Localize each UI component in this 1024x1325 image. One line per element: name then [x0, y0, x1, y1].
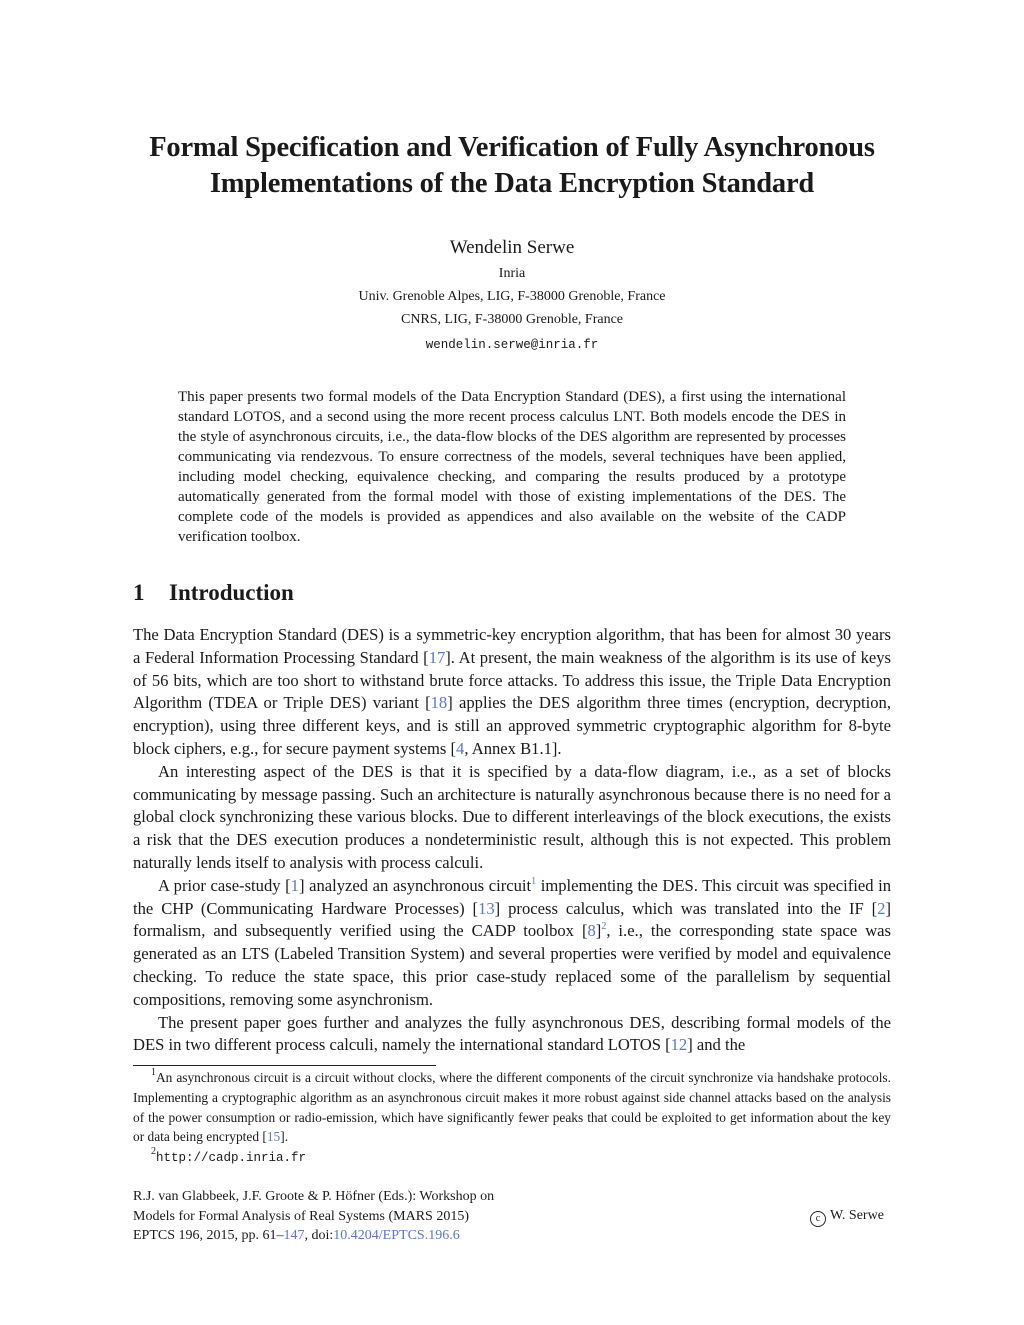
doi-link[interactable]: 10.4204/EPTCS.196.6	[333, 1228, 460, 1243]
title-line-1: Formal Specification and Verification of Fully Asynchronous	[149, 132, 875, 163]
citation-link[interactable]: 2	[877, 898, 886, 918]
footnotes	[133, 1068, 891, 1169]
copyright-notice	[810, 1206, 884, 1227]
publication-line-3: EPTCS 196, 2015, pp. 61–147, doi:10.4204/EPTCS.196.6	[133, 1228, 460, 1243]
publication-info	[133, 1187, 494, 1246]
copyright-icon: c	[810, 1211, 826, 1227]
citation-link[interactable]: 18	[430, 693, 448, 713]
footnote-2	[133, 1147, 891, 1169]
citation-link[interactable]: 1	[290, 875, 299, 895]
affiliation-cnrs: CNRS, LIG, F-38000 Grenoble, France	[400, 312, 624, 327]
citation-link[interactable]: 4	[456, 738, 465, 758]
citation-link[interactable]: 15	[266, 1129, 281, 1145]
author-email: wendelin.serwe@inria.fr	[425, 338, 599, 352]
copyright-holder: W. Serwe	[830, 1208, 884, 1223]
introduction-body	[133, 624, 891, 1057]
footnote-marker[interactable]: 1	[531, 875, 537, 887]
title-line-2: Implementations of the Data Encryption Standard	[209, 168, 815, 199]
citation-link[interactable]: 13	[478, 898, 495, 918]
footnote-1: $^1$An asynchronous circuit is a circuit without clocks, where the different components of the circuit synchronize via handshake protocols. Implementing a cryptographic algorithm as an asynchronous circuit makes it more robust against side channel attacks based on the analysis of the power consumption or radio-emission, which have significantly fewer peaks that could be exploited to get information about the key or data being encrypted [15].	[133, 1067, 891, 1145]
intro-paragraph-2: An interesting aspect of the DES is that it is specified by a data-flow diagram, i.e., as a set of blocks communicating by message passing. Such an architecture is naturally asynchronous because there is no need for a global clock synchronizing these various blocks. Due to different interleavings of the block executions, the exists a risk that the DES execution produces a nondeterministic result, although this is not expected. This problem naturally lends itself to analysis with process calculi.	[133, 761, 891, 872]
abstract: This paper presents two formal models of the Data Encryption Standard (DES), a first using the international standard LOTOS, and a second using the more recent process calculus LNT. Both models encode the DES in the style of asynchronous circuits, i.e., the data-flow blocks of the DES algorithm are represented by processes communicating via rendezvous. To ensure correctness of the models, several techniques have been applied, including model checking, equivalence checking, and comparing the results produced by a prototype automatically generated from the formal model with those of existing implementations of the DES. The complete code of the models is provided as appendices and also available on the website of the CADP verification toolbox.	[178, 389, 846, 545]
citation-link[interactable]: 17	[428, 647, 446, 667]
intro-paragraph-3: A prior case-study [1] analyzed an asynchronous circuit$^1$ implementing the DES. This circuit was specified in the CHP (Communicating Hardware Processes) [13] process calculus, which was translated into the IF [2] formalism, and subsequently verified using the CADP toolbox [8]$^2$, i.e., the corresponding state space was generated as an LTS (Labeled Transition System) and several properties were verified by model and equivalence checking. To reduce the state space, this prior case-study replaced some of the parallelism by sequential compositions, removing some asynchronism.	[133, 875, 891, 1009]
affiliation-grenoble: Univ. Grenoble Alpes, LIG, F-38000 Grenoble, France	[358, 289, 666, 304]
section-title: Introduction	[169, 580, 294, 605]
section-number: 1	[133, 580, 145, 605]
footnote-number: 1	[151, 1067, 156, 1078]
section-heading	[133, 578, 294, 608]
footnote-number: 2	[151, 1146, 156, 1158]
publication-line-2: Models for Formal Analysis of Real Systems (MARS 2015)	[133, 1208, 469, 1224]
intro-paragraph-1: The Data Encryption Standard (DES) is a symmetric-key encryption algorithm, that has been for almost 30 years a Federal Information Processing Standard [17]. At present, the main weakness of the algorithm is its use of keys of 56 bits, which are too short to withstand brute force attacks. To address this issue, the Triple Data Encryption Algorithm (TDEA or Triple DES) variant [18] applies the DES algorithm three times (encryption, decryption, encryption), using three different keys, and is still an approved symmetric cryptographic algorithm for 8-byte block ciphers, e.g., for secure payment systems [4, Annex B1.1].	[133, 625, 891, 758]
affiliation-inria: Inria	[498, 266, 526, 281]
author-name: Wendelin Serwe	[449, 237, 575, 258]
intro-paragraph-4: The present paper goes further and analyzes the fully asynchronous DES, describing formal models of the DES in two different process calculi, namely the international standard LOTOS [12] and the	[133, 1012, 891, 1055]
publication-line-1: R.J. van Glabbeek, J.F. Groote & P. Höfner (Eds.): Workshop on	[133, 1189, 495, 1204]
page-range-link[interactable]: 147	[283, 1228, 305, 1243]
citation-link[interactable]: 8	[587, 921, 596, 941]
cadp-url-link[interactable]: http://cadp.inria.fr	[156, 1151, 307, 1166]
paper-title	[100, 130, 924, 202]
footnote-marker[interactable]: 2	[601, 921, 607, 933]
citation-link[interactable]: 12	[670, 1035, 688, 1055]
footnote-divider	[133, 1065, 436, 1066]
